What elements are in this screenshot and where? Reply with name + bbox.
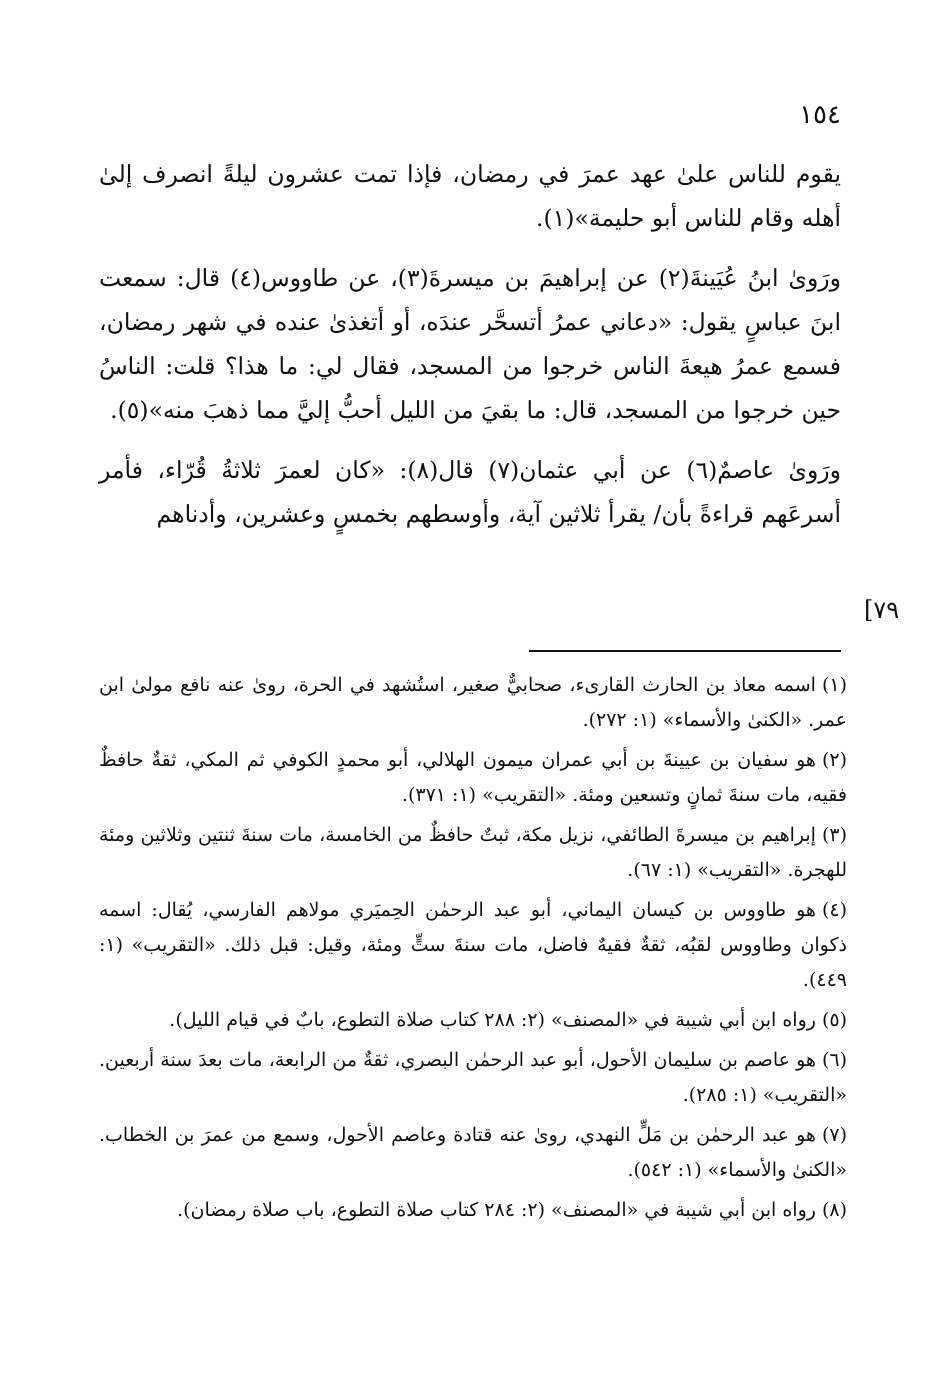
footnote-number: (٧) [821, 1124, 847, 1146]
footnote [99, 818, 847, 888]
footnote-number: (٢) [821, 749, 847, 771]
footnote-text: هو عبد الرحمٰن بن مَلٍّ النهدي، روىٰ عنه قتادة وعاصم الأحول، وسمع من عمرَ بن الخطاب. «الكنىٰ والأسماء» (١: ٥٤٢). [99, 1124, 847, 1181]
footnote [99, 668, 847, 738]
footnote [99, 743, 847, 813]
main-text [99, 152, 841, 552]
footnote [99, 1193, 847, 1228]
footnote-divider [529, 650, 841, 652]
footnote [99, 1118, 847, 1188]
footnote-text: رواه ابن أبي شيبة في «المصنف» (٢: ٢٨٨ كتاب صلاة التطوع، بابٌ في قيام الليل). [169, 1009, 816, 1031]
footnote-number: (٦) [821, 1049, 847, 1071]
footnote-text: رواه ابن أبي شيبة في «المصنف» (٢: ٢٨٤ كتاب صلاة التطوع، باب صلاة رمضان). [177, 1199, 816, 1221]
footnote-text: إبراهيم بن ميسرةَ الطائفي، نزيل مكة، ثبتٌ حافظٌ من الخامسة، مات سنةَ ثنتين وثلاثين ومئة للهجرة. «التقريب» (١: ٦٧). [99, 824, 847, 881]
manuscript-folio-marker: [٧٩ [864, 596, 900, 624]
page-number: ١٥٤ [799, 100, 841, 130]
footnote-number: (٨) [821, 1199, 847, 1221]
footnotes [99, 668, 847, 1233]
paragraph: ورَوىٰ ابنُ عُيَينةَ(٢) عن إبراهيمَ بن ميسرةَ(٣)، عن طاووس(٤) قال: سمعت ابنَ عباسٍ يقول: «دعاني عمرُ أتسحَّر عندَه، أو أتغذىٰ عنده في شهر رمضان، فسمع عمرُ هيعةَ الناس خرجوا من المسجد، فقال لي: ما هذا؟ قلت: الناسُ حين خرجوا من المسجد، قال: ما بقيَ من الليل أحبُّ إليَّ مما ذهبَ منه»(٥). [99, 264, 841, 424]
footnote-number: (٥) [821, 1009, 847, 1031]
footnote [99, 893, 847, 998]
paragraph: ورَوىٰ عاصمٌ(٦) عن أبي عثمان(٧) قال(٨): «كان لعمرَ ثلاثةُ قُرّاء، فأمر أسرعَهم قراءةً بأن/ يقرأ ثلاثين آية، وأوسطهم بخمسٍ وعشرين، وأدناهم [99, 456, 841, 528]
footnote-text: هو طاووس بن كيسان اليماني، أبو عبد الرحمٰن الحِميَري مولاهم الفارسي، يُقال: اسمه ذكوان وطاووس لقبُه، ثقةٌ فقيهٌ فاضل، مات سنةَ ستٍّ ومئة، وقيل: قبل ذلك. «التقريب» (١: ٤٤٩). [99, 899, 847, 991]
footnote-number: (٤) [821, 899, 847, 921]
paragraph: يقوم للناس علىٰ عهد عمرَ في رمضان، فإذا تمت عشرون ليلةً انصرف إلىٰ أهله وقام للناس أبو حليمة»(١). [99, 160, 841, 232]
footnote-text: هو عاصم بن سليمان الأحول، أبو عبد الرحمٰن البصري، ثقةٌ من الرابعة، مات بعدَ سنة أربعين. «التقريب» (١: ٢٨٥). [99, 1049, 847, 1106]
footnote [99, 1043, 847, 1113]
footnote-number: (١) [821, 674, 847, 696]
footnote [99, 1003, 847, 1038]
footnote-text: هو سفيان بن عيينةَ بن أبي عمران ميمون الهلالي، أبو محمدٍ الكوفي ثم المكي، ثقةٌ حافظٌ فقيه، مات سنةَ ثمانٍ وتسعين ومئة. «التقريب» (١: ٣٧١). [99, 749, 847, 806]
footnote-number: (٣) [821, 824, 847, 846]
footnote-text: اسمه معاذ بن الحارث القارىء، صحابيٌّ صغير، استُشهد في الحرة، روىٰ عنه نافع مولىٰ ابن عمر. «الكنىٰ والأسماء» (١: ٢٧٢). [99, 674, 847, 731]
